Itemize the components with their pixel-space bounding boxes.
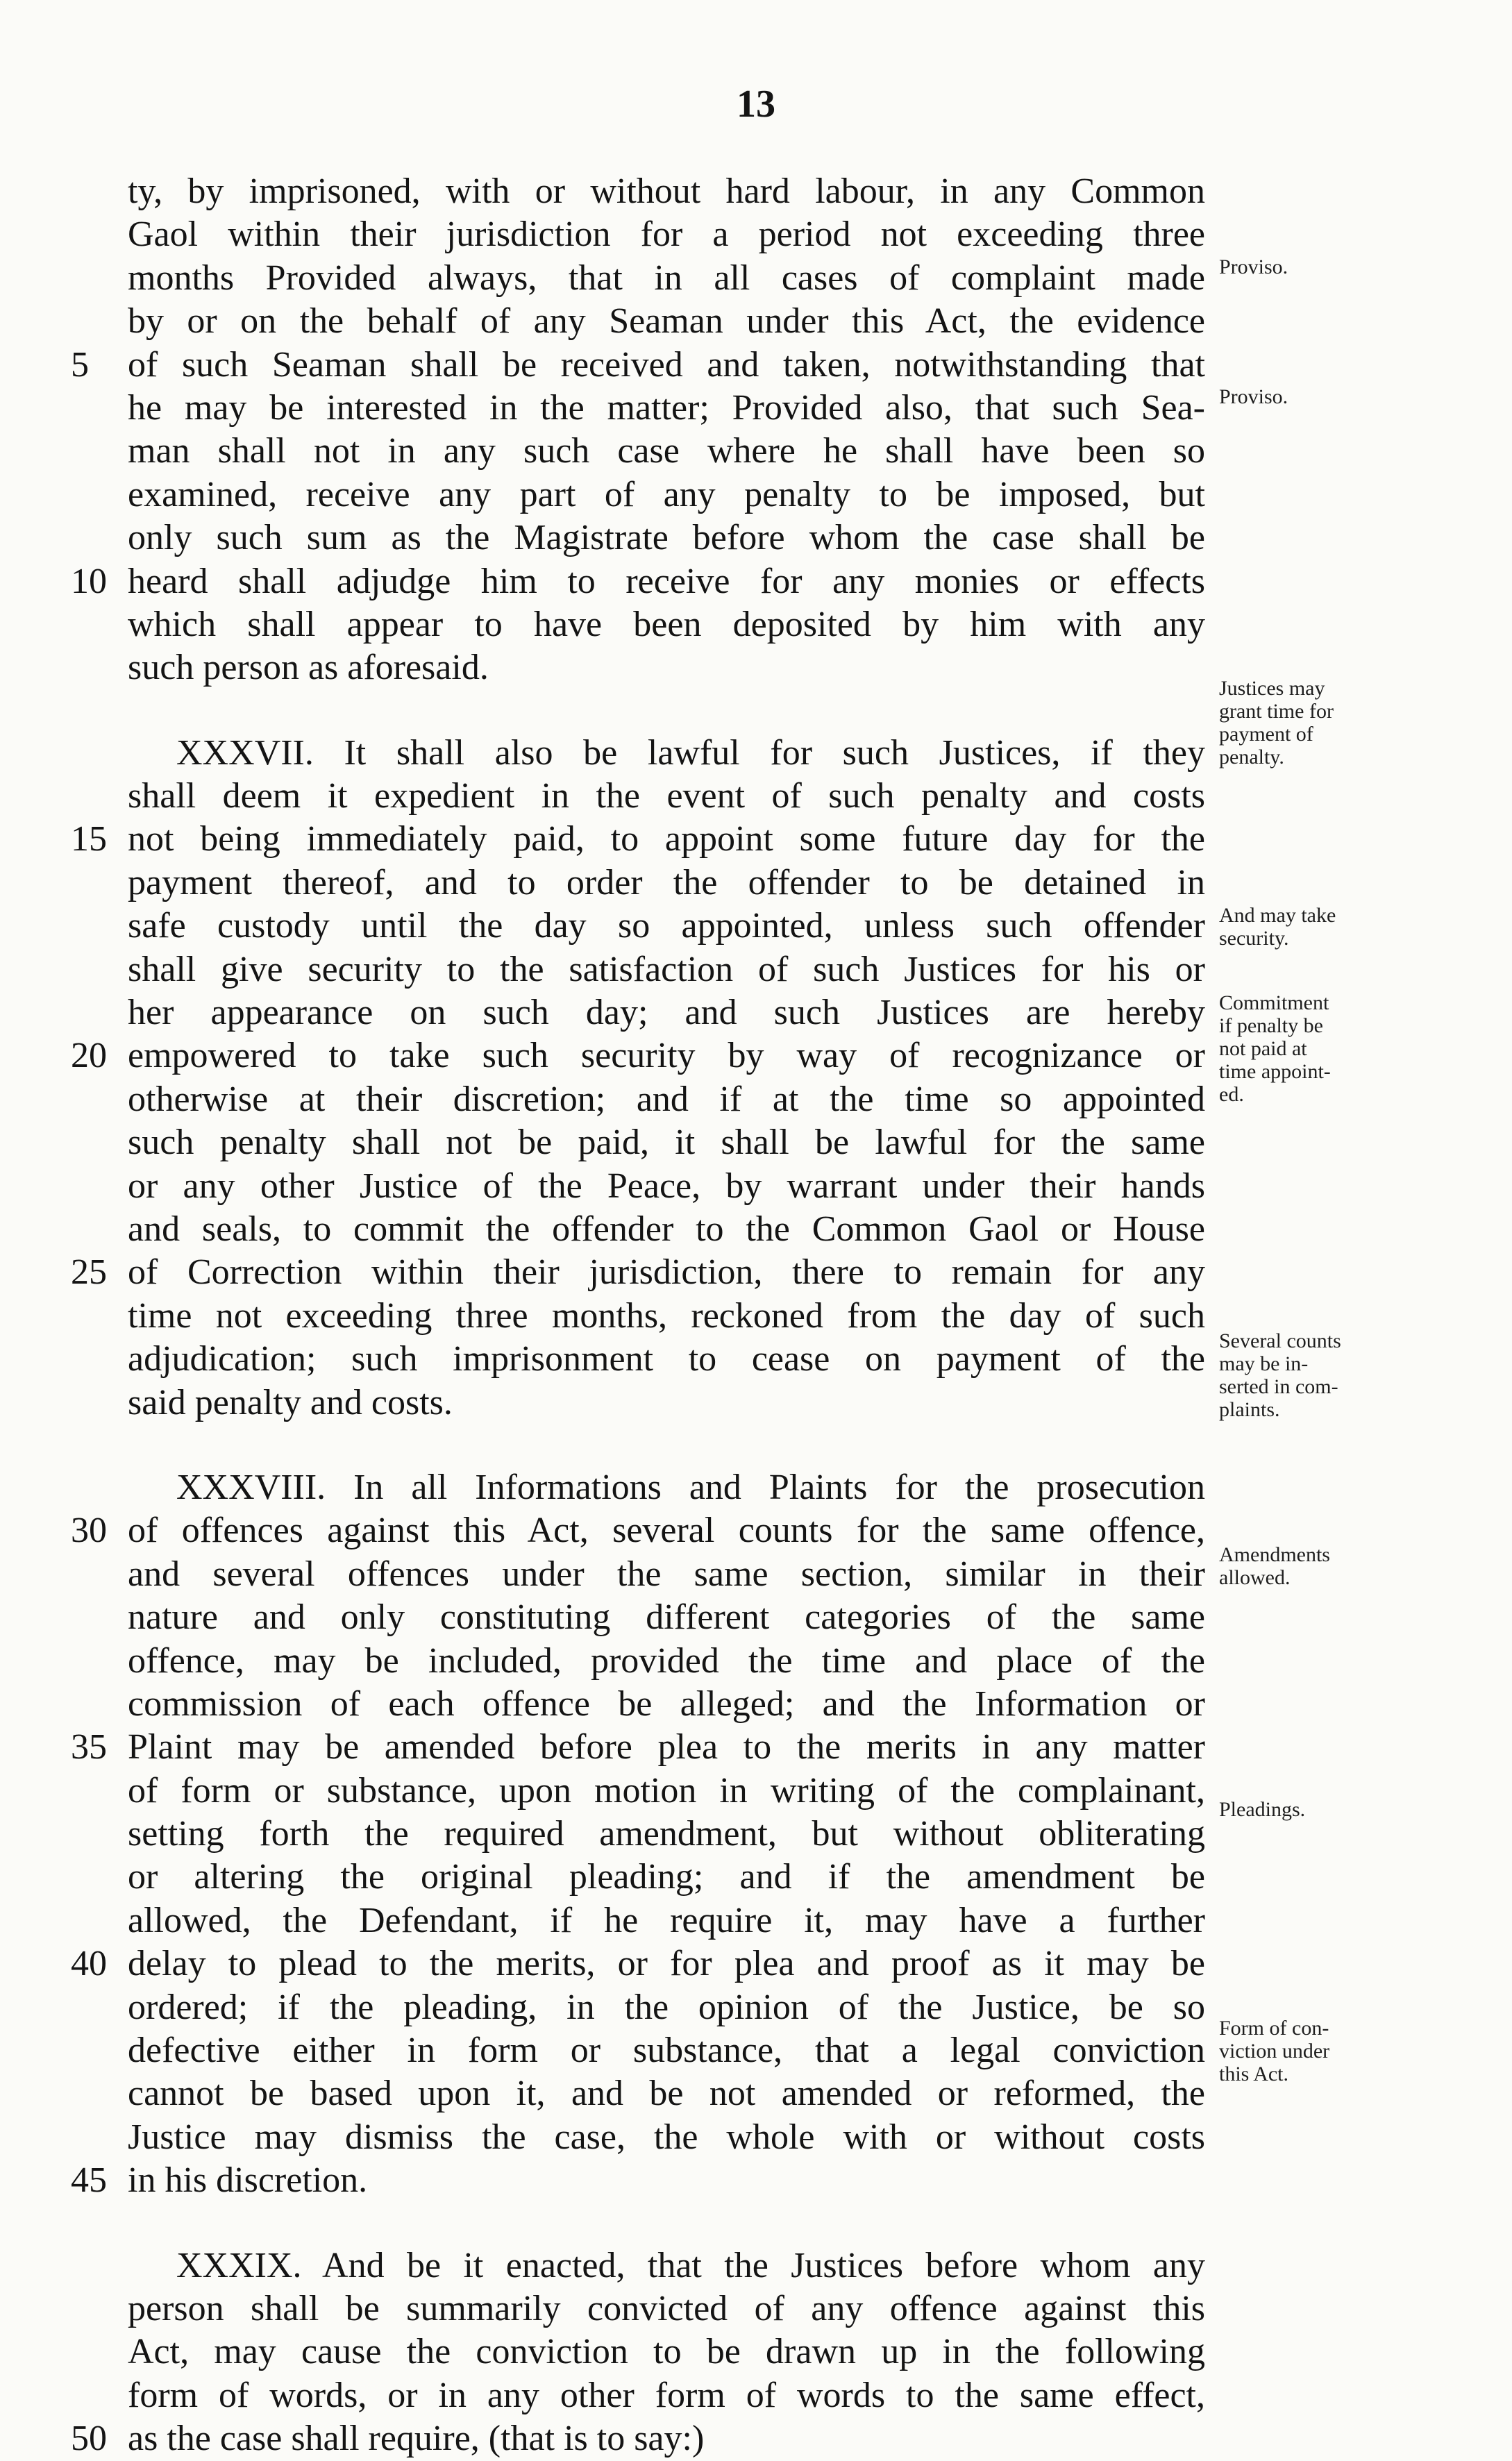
line-text: heard shall adjudge him to receive for any monies or effects <box>128 561 1205 601</box>
line-text: he may be interested in the matter; Provided also, that such Sea- <box>128 387 1205 428</box>
text-line <box>128 646 1205 689</box>
line-number: 35 <box>71 1727 107 1767</box>
margin-note-line: Pleadings. <box>1219 1798 1306 1821</box>
text-line <box>71 818 1205 861</box>
text-line <box>128 1986 1205 2029</box>
margin-note-line: Justices may <box>1219 677 1325 700</box>
text-line <box>128 1683 1205 1726</box>
line-text: XXXIX. And be it enacted, that the Justices before whom any <box>176 2245 1205 2285</box>
line-text: empowered to take such security by way of recognizance or <box>128 1036 1205 1076</box>
page-number: 13 <box>737 83 775 126</box>
margin-note-line: not paid at <box>1219 1037 1307 1060</box>
margin-note-line: And may take <box>1219 904 1336 927</box>
margin-note-line: Several counts <box>1219 1329 1341 1352</box>
paragraph <box>71 1466 1205 2203</box>
text-line <box>128 2330 1205 2374</box>
line-text: defective either in form or substance, that a legal conviction <box>128 2031 1205 2071</box>
line-number: 30 <box>71 1511 107 1551</box>
line-text: allowed, the Defendant, if he require it, may have a further <box>128 1900 1205 1940</box>
line-number: 45 <box>71 2160 107 2201</box>
line-number: 5 <box>71 344 89 385</box>
text-line <box>128 2029 1205 2072</box>
text-line <box>128 2287 1205 2330</box>
margin-note-line: penalty. <box>1219 746 1284 768</box>
line-text: not being immediately paid, to appoint some future day for the <box>128 819 1205 859</box>
margin-note <box>1219 904 1497 950</box>
margin-note-line: Form of con- <box>1219 2017 1329 2040</box>
text-line <box>128 2374 1205 2417</box>
line-text: ty, by imprisoned, with or without hard labour, in any Common <box>128 171 1205 211</box>
line-text: otherwise at their discretion; and if at the time so appointed <box>128 1079 1205 1119</box>
line-text: XXXVII. It shall also be lawful for such Justices, if they <box>176 732 1205 773</box>
line-text: shall deem it expedient in the event of such penalty and costs <box>128 776 1205 816</box>
line-text: of form or substance, upon motion in writing of the complainant, <box>128 1770 1205 1811</box>
paragraph <box>71 2244 1205 2461</box>
line-text: shall give security to the satisfaction of such Justices for his or <box>128 949 1205 989</box>
text-line <box>128 603 1205 646</box>
margin-note-line: if penalty be <box>1219 1014 1323 1037</box>
paragraph <box>71 732 1205 1425</box>
text-line <box>71 560 1205 603</box>
line-text: delay to plead to the merits, or for plea and proof as it may be <box>128 1944 1205 1984</box>
line-text: form of words, or in any other form of words to the same effect, <box>128 2375 1205 2415</box>
margin-note-line: may be in- <box>1219 1352 1309 1375</box>
text-line <box>128 1381 1205 1425</box>
text-line <box>128 516 1205 560</box>
line-text: months Provided always, that in all cases of complaint made <box>128 258 1205 298</box>
line-text: man shall not in any such case where he shall have been so <box>128 431 1205 471</box>
text-line <box>128 1640 1205 1683</box>
margin-note-line: Proviso. <box>1219 385 1288 408</box>
text-line <box>128 1078 1205 1121</box>
line-text: her appearance on such day; and such Justices are hereby <box>128 993 1205 1033</box>
margin-note-line: security. <box>1219 927 1289 950</box>
margin-note <box>1219 255 1497 278</box>
line-text: in his discretion. <box>128 2160 368 2201</box>
line-text: offence, may be included, provided the time and place of the <box>128 1640 1205 1681</box>
line-text: Plaint may be amended before plea to the merits in any matter <box>128 1727 1205 1767</box>
text-line <box>71 1251 1205 1294</box>
text-line <box>71 2159 1205 2202</box>
line-text: and several offences under the same section, similar in their <box>128 1554 1205 1594</box>
line-text: Gaol within their jurisdiction for a period not exceeding three <box>128 215 1205 255</box>
line-text: nature and only constituting different categories of the same <box>128 1597 1205 1638</box>
text-line <box>128 387 1205 430</box>
text-line <box>128 905 1205 948</box>
text-line <box>128 1899 1205 1942</box>
text-line <box>128 1338 1205 1381</box>
line-text: setting forth the required amendment, but without obliterating <box>128 1814 1205 1854</box>
text-line <box>71 344 1205 387</box>
line-text: only such sum as the Magistrate before whom the case shall be <box>128 518 1205 558</box>
margin-note-line: allowed. <box>1219 1566 1291 1589</box>
line-text: of Correction within their jurisdiction, there to remain for any <box>128 1252 1205 1293</box>
text-line <box>71 1726 1205 1769</box>
line-text: such person as aforesaid. <box>128 648 489 688</box>
text-line <box>128 2072 1205 2115</box>
line-number: 15 <box>71 819 107 859</box>
margin-note-line: payment of <box>1219 723 1313 746</box>
line-text: such penalty shall not be paid, it shall be lawful for the same <box>128 1123 1205 1163</box>
text-line <box>128 430 1205 473</box>
margin-note-line: this Act. <box>1219 2063 1289 2085</box>
text-line <box>128 948 1205 991</box>
line-text: or any other Justice of the Peace, by warrant under their hands <box>128 1166 1205 1206</box>
text-line <box>128 2244 1205 2287</box>
margin-note <box>1219 2017 1497 2085</box>
margin-note <box>1219 991 1497 1106</box>
line-text: of offences against this Act, several counts for the same offence, <box>128 1511 1205 1551</box>
text-line <box>128 1295 1205 1338</box>
text-line <box>128 213 1205 256</box>
line-number: 40 <box>71 1944 107 1984</box>
text-line <box>128 257 1205 300</box>
text-line <box>71 1509 1205 1552</box>
margin-note-line: Commitment <box>1219 991 1329 1014</box>
line-text: or altering the original pleading; and if the amendment be <box>128 1857 1205 1897</box>
paragraph-gap <box>128 690 1205 732</box>
text-line <box>128 1813 1205 1856</box>
body-text <box>71 170 1205 2461</box>
line-number: 50 <box>71 2419 107 2459</box>
text-line <box>128 2116 1205 2159</box>
text-line <box>71 1942 1205 1985</box>
text-line <box>128 473 1205 516</box>
line-text: time not exceeding three months, reckoned from the day of such <box>128 1295 1205 1336</box>
text-line <box>71 2417 1205 2460</box>
line-text: ordered; if the pleading, in the opinion of the Justice, be so <box>128 1987 1205 2027</box>
line-text: person shall be summarily convicted of any offence against this <box>128 2288 1205 2328</box>
text-line <box>128 1856 1205 1899</box>
line-text: of such Seaman shall be received and taken, notwithstanding that <box>128 344 1205 385</box>
paragraph <box>71 170 1205 690</box>
line-text: Justice may dismiss the case, the whole with or without costs <box>128 2117 1205 2157</box>
text-line <box>71 1034 1205 1077</box>
text-line <box>128 170 1205 213</box>
text-line <box>128 991 1205 1034</box>
margin-note <box>1219 385 1497 408</box>
line-text: which shall appear to have been deposited by him with any <box>128 604 1205 644</box>
line-text: Act, may cause the conviction to be drawn up in the following <box>128 2332 1205 2372</box>
margin-note-line: ed. <box>1219 1083 1244 1106</box>
margin-note <box>1219 1543 1497 1589</box>
text-line <box>128 1553 1205 1596</box>
margin-note-line: serted in com- <box>1219 1375 1338 1398</box>
line-text: by or on the behalf of any Seaman under this Act, the evidence <box>128 301 1205 342</box>
line-text: payment thereof, and to order the offender to be detained in <box>128 862 1205 902</box>
text-line <box>128 1466 1205 1509</box>
margin-note-line: Amendments <box>1219 1543 1330 1566</box>
text-line <box>128 862 1205 905</box>
margin-note-line: plaints. <box>1219 1398 1280 1421</box>
text-line <box>128 1596 1205 1639</box>
text-line <box>128 1770 1205 1813</box>
line-text: commission of each offence be alleged; and the Information or <box>128 1683 1205 1724</box>
text-line <box>128 1121 1205 1164</box>
line-number: 10 <box>71 561 107 601</box>
line-number: 20 <box>71 1036 107 1076</box>
line-text: and seals, to commit the offender to the Common Gaol or House <box>128 1209 1205 1249</box>
line-number: 25 <box>71 1252 107 1293</box>
margin-note-line: Proviso. <box>1219 255 1288 278</box>
text-line <box>128 1165 1205 1208</box>
margin-note-line: viction under <box>1219 2040 1330 2063</box>
text-line <box>128 775 1205 818</box>
margin-note <box>1219 1329 1497 1421</box>
line-text: safe custody until the day so appointed, unless such offender <box>128 906 1205 946</box>
margin-note-line: time appoint- <box>1219 1060 1331 1083</box>
paragraph-gap <box>128 2203 1205 2244</box>
line-text: examined, receive any part of any penalty to be imposed, but <box>128 474 1205 514</box>
margin-note <box>1219 1798 1497 1821</box>
text-line <box>128 732 1205 775</box>
margin-note <box>1219 677 1497 768</box>
text-line <box>128 1208 1205 1251</box>
line-text: XXXVIII. In all Informations and Plaints for the prosecution <box>176 1467 1205 1507</box>
line-text: cannot be based upon it, and be not amended or reformed, the <box>128 2074 1205 2114</box>
line-text: said penalty and costs. <box>128 1382 453 1422</box>
margin-note-line: grant time for <box>1219 700 1334 723</box>
text-line <box>128 300 1205 343</box>
paragraph-gap <box>128 1425 1205 1466</box>
line-text: adjudication; such imprisonment to cease on payment of the <box>128 1339 1205 1379</box>
line-text: as the case shall require, (that is to say:) <box>128 2419 705 2459</box>
